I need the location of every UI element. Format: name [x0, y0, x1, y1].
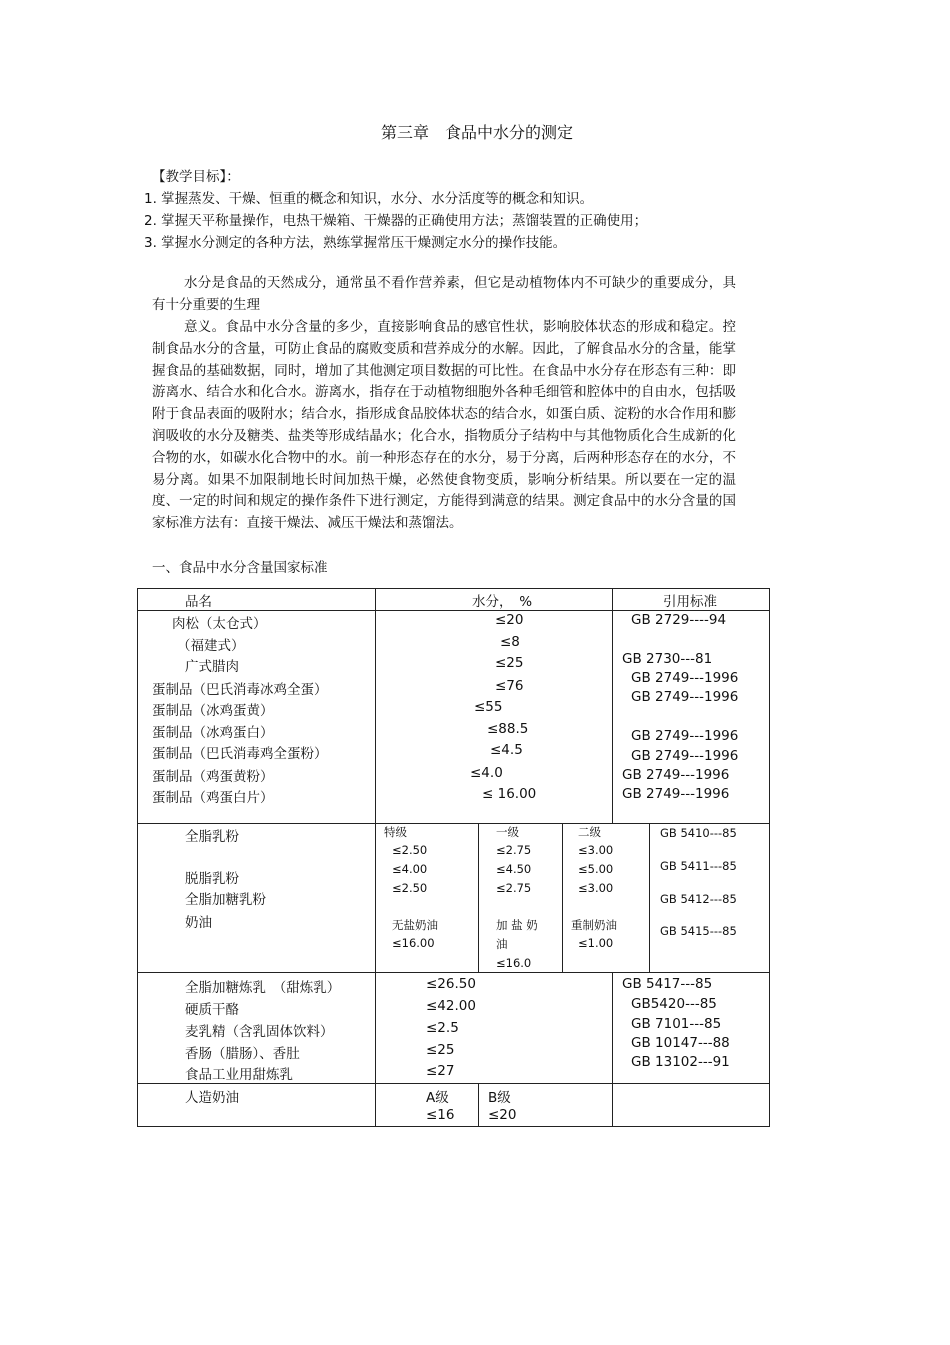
objective-item: 3. 掌握水分测定的各种方法，熟练掌握常压干燥测定水分的操作技能。: [144, 235, 567, 251]
standard-ref: GB 5412---85: [660, 892, 737, 906]
grade-label: 一级: [496, 825, 519, 839]
food-name: 蛋制品（鸡蛋黄粉）: [152, 769, 274, 785]
standard-ref: GB 5410---85: [660, 826, 737, 840]
food-name: 麦乳精（含乳固体饮料）: [185, 1024, 334, 1040]
objectives-heading: 【教学目标】：: [152, 169, 240, 185]
standard-ref: GB 2749---1996: [631, 689, 739, 705]
moisture-value: ≤5.00: [578, 862, 614, 876]
food-name: 硬质干酪: [185, 1002, 239, 1018]
moisture-value: ≤88.5: [487, 721, 529, 737]
table-header-moisture: 水分， %: [472, 594, 533, 610]
food-name: 蛋制品（巴氏消毒鸡全蛋粉）: [152, 746, 328, 762]
moisture-value: ≤26.50: [426, 976, 476, 992]
food-name: 全脂加糖乳粉: [185, 892, 266, 908]
moisture-value: ≤16.00: [392, 936, 435, 950]
moisture-value: ≤2.50: [392, 843, 428, 857]
table-rule: [137, 610, 770, 611]
table-rule: [649, 823, 650, 972]
standard-ref: GB 2749---1996: [631, 728, 739, 744]
table-rule: [612, 972, 613, 1126]
moisture-value: ≤8: [500, 634, 520, 650]
standard-ref: GB 2749---1996: [622, 767, 730, 783]
food-name: 香肠（腊肠）、香肚: [185, 1046, 300, 1062]
moisture-value: ≤27: [426, 1063, 455, 1079]
moisture-value: ≤42.00: [426, 998, 476, 1014]
standard-ref: GB 2730---81: [622, 651, 713, 667]
table-header-standard: 引用标准: [663, 594, 717, 610]
moisture-value: ≤2.5: [426, 1020, 459, 1036]
standard-ref: GB 5411---85: [660, 859, 737, 873]
moisture-value: ≤20: [495, 612, 524, 628]
food-name: 广式腊肉: [185, 659, 239, 675]
table-rule: [137, 588, 770, 589]
table-rule: [478, 823, 479, 972]
standard-ref: GB 13102---91: [631, 1054, 730, 1070]
moisture-value: ≤ 16.00: [482, 786, 537, 802]
table-rule: [137, 972, 770, 973]
standard-ref: GB 2749---1996: [631, 670, 739, 686]
table-rule: [478, 1083, 479, 1126]
objective-item: 1. 掌握蒸发、干燥、恒重的概念和知识，水分、水分活度等的概念和知识。: [144, 191, 594, 207]
table-rule: [137, 823, 770, 824]
food-name: 全脂加糖炼乳 （甜炼乳）: [185, 980, 341, 996]
standard-ref: GB 5417---85: [622, 976, 713, 992]
objective-item: 2. 掌握天平称量操作，电热干燥箱、干燥器的正确使用方法；蒸馏装置的正确使用；: [144, 213, 648, 229]
food-name: 食品工业用甜炼乳: [185, 1067, 293, 1083]
table-rule: [562, 823, 563, 972]
body-paragraph-2: 意义。食品中水分含量的多少，直接影响食品的感官性状，影响胶体状态的形成和稳定。控制食品水分的含量，可防止食品的腐败变质和营养成分的水解。因此，了解食品水分的含量，能掌握食品的基础数据，同时，增加了其他测定项目数据的可比性。在食品中水分存在形态有三种：即游离水、结合水和化合水。游离水，指存在于动植物细胞外各种毛细管和腔体中的自由水，包括吸附于食品表面的吸附水；结合水，指形成食品胶体状态的结合水，如蛋白质、淀粉的水合作用和膨润吸收的水分及糖类、盐类等形成结晶水；化合水，指物质分子结构中与其他物质化合生成新的化合物的水，如碳水化合物中的水。前一种形态存在的水分，易于分离，后两种形态存在的水分，不易分离。如果不加限制地长时间加热干燥，必然使食物变质，影响分析结果。所以要在一定的温度、一定的时间和规定的操作条件下进行测定，方能得到满意的结果。测定食品中的水分含量的国家标准方法有：直接干燥法、减压干燥法和蒸馏法。: [152, 319, 736, 532]
moisture-value: ≤55: [474, 699, 503, 715]
moisture-value: ≤76: [495, 678, 524, 694]
table-rule: [769, 588, 770, 1126]
table-header-name: 品名: [185, 594, 212, 610]
moisture-value: ≤2.50: [392, 881, 428, 895]
moisture-value: ≤25: [426, 1042, 455, 1058]
table-rule: [137, 588, 138, 1126]
moisture-value: ≤2.75: [496, 843, 532, 857]
moisture-value: ≤16.0: [496, 956, 532, 970]
moisture-value: ≤4.5: [490, 742, 523, 758]
standard-ref: GB 10147---88: [631, 1035, 730, 1051]
food-name: 奶油: [185, 915, 212, 931]
grade-sub-label: 加 盐 奶: [496, 918, 538, 932]
food-name: 脱脂乳粉: [185, 871, 239, 887]
moisture-value: ≤3.00: [578, 881, 614, 895]
food-name: 蛋制品（冰鸡蛋白）: [152, 725, 274, 741]
standard-ref: GB 2729----94: [631, 612, 727, 628]
food-name: 蛋制品（鸡蛋白片）: [152, 790, 274, 806]
table-rule: [137, 1083, 770, 1084]
grade-label: 特级: [384, 825, 407, 839]
moisture-value: ≤4.0: [470, 765, 503, 781]
grade-label: A级: [426, 1090, 449, 1106]
standard-ref: GB 7101---85: [631, 1016, 722, 1032]
food-name: 蛋制品（巴氏消毒冰鸡全蛋）: [152, 682, 328, 698]
body-paragraph-1: 水分是食品的天然成分，通常虽不看作营养素，但它是动植物体内不可缺少的重要成分，具有十分重要的生理: [152, 275, 736, 313]
grade-label: 二级: [578, 825, 601, 839]
table-rule: [612, 588, 613, 823]
moisture-value: ≤25: [495, 655, 524, 671]
moisture-value: ≤3.00: [578, 843, 614, 857]
standard-ref: GB 2749---1996: [631, 748, 739, 764]
food-name: 肉松（太仓式）: [172, 616, 267, 632]
moisture-value: ≤4.50: [496, 862, 532, 876]
grade-sub-label: 无盐奶油: [392, 918, 438, 932]
grade-sub-label: 油: [496, 937, 508, 951]
moisture-value: ≤20: [488, 1107, 517, 1123]
moisture-value: ≤16: [426, 1107, 455, 1123]
moisture-value: ≤1.00: [578, 936, 614, 950]
food-name: 蛋制品（冰鸡蛋黄）: [152, 703, 274, 719]
standard-ref: GB5420---85: [631, 996, 717, 1012]
table-rule: [137, 1126, 770, 1127]
grade-sub-label: 重制奶油: [571, 918, 617, 932]
moisture-value: ≤4.00: [392, 862, 428, 876]
food-name: （福建式）: [177, 638, 245, 654]
standard-ref: GB 2749---1996: [622, 786, 730, 802]
food-name: 人造奶油: [185, 1090, 239, 1106]
standard-ref: GB 5415---85: [660, 924, 737, 938]
grade-label: B级: [488, 1090, 511, 1106]
section-heading: 一、食品中水分含量国家标准: [152, 560, 328, 576]
page-title: 第三章 食品中水分的测定: [381, 123, 574, 142]
moisture-value: ≤2.75: [496, 881, 532, 895]
table-rule: [375, 588, 376, 1126]
food-name: 全脂乳粉: [185, 829, 239, 845]
